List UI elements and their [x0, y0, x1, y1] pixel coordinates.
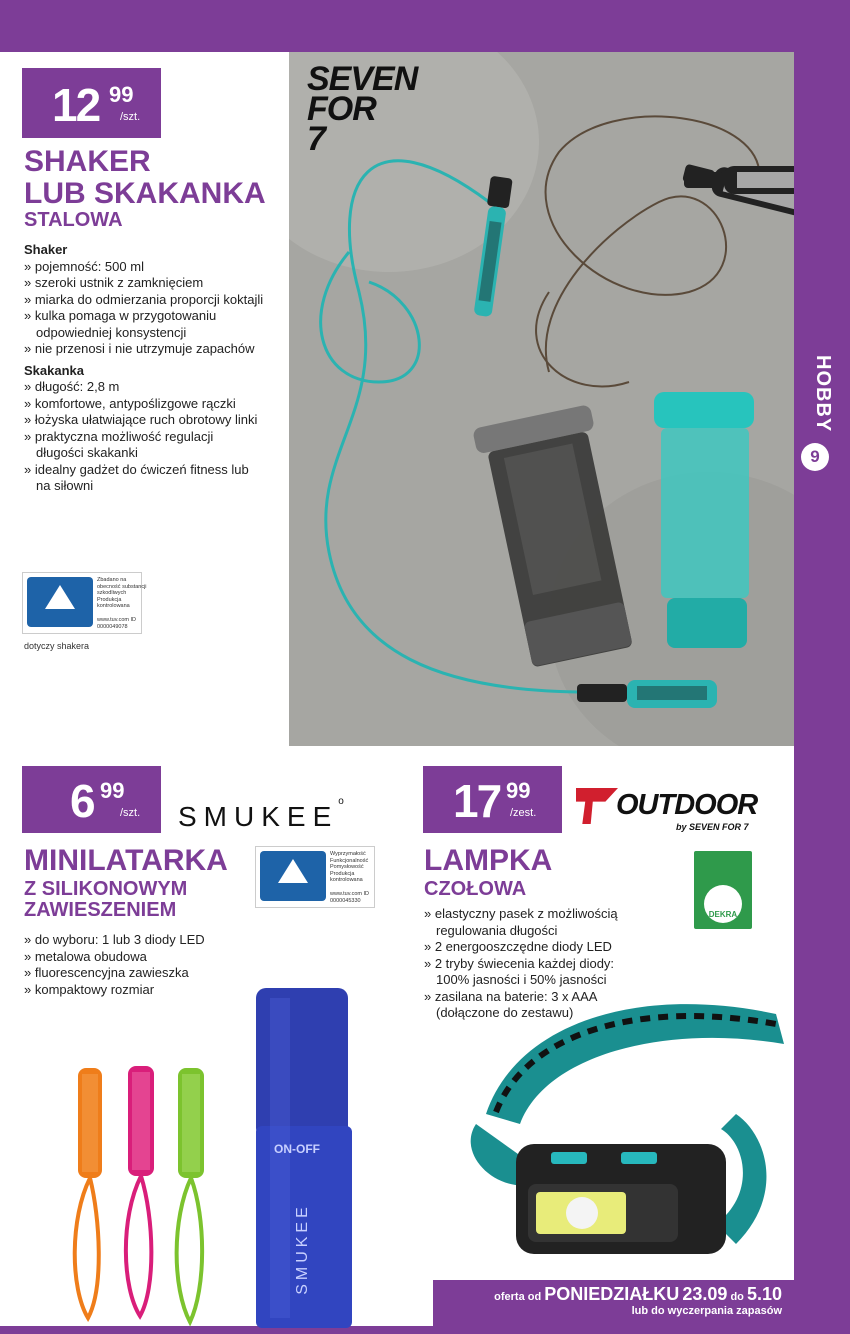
feature-item: » fluorescencyjna zawieszka: [24, 965, 264, 982]
title-line-2: Z SILIKONOWYM: [24, 877, 188, 900]
feature-item: » praktyczna możliwość regulacji długości skakanki: [24, 429, 264, 462]
feature-item: » 2 tryby świecenia każdej diody: 100% jasności i 50% jasności: [424, 956, 644, 989]
feature-item: » metalowa obudowa: [24, 949, 264, 966]
price-cents: 99: [109, 82, 134, 107]
title-line-2: CZOŁOWA: [424, 877, 527, 900]
tuv-shield-icon: [260, 851, 326, 901]
shaker-header: Shaker: [24, 242, 68, 257]
tuv-shield-icon: [27, 577, 93, 627]
flashlights-illustration: [60, 988, 390, 1328]
price-unit: /szt.: [120, 111, 141, 123]
top-purple-frame: [0, 0, 850, 52]
feature-item: » do wyboru: 1 lub 3 diody LED: [24, 932, 264, 949]
product-title-shaker: [24, 146, 266, 231]
feature-item: » kompaktowy rozmiar: [24, 982, 264, 999]
product-photo-shaker-rope: [289, 52, 794, 746]
title-line-1: MINILATARKA: [24, 844, 228, 877]
certificate-text: Zbadano na obecność substancji szkodliwych Produkcja kontrolowana: [97, 577, 147, 609]
title-line-1: SHAKER: [24, 145, 151, 178]
seven-for-7-logo: SEVEN FOR 7: [307, 60, 418, 158]
section-label: HOBBY: [812, 355, 834, 433]
product-title-lampka: [424, 845, 552, 900]
rope-header: Skakanka: [24, 362, 84, 378]
title-line-3: STALOWA: [24, 209, 123, 231]
price-unit: /szt.: [120, 807, 141, 819]
price-unit: /zest.: [510, 807, 537, 819]
outdoor-logo: OUTDOOR by SEVEN FOR 7: [576, 786, 776, 838]
steel-rope-loop: [536, 292, 629, 386]
offer-validity-banner: [433, 1280, 794, 1334]
section-tab[interactable]: [798, 355, 834, 485]
dekra-logo: DEKRA: [704, 885, 742, 923]
headlamp-body: [516, 1144, 726, 1254]
certificate-url: www.tuv.com ID 0000045330: [330, 891, 370, 904]
right-purple-frame: [794, 0, 850, 1334]
tuv-certificate: [255, 846, 375, 908]
teal-rope-handle: [471, 176, 512, 318]
tuv-certificate: [22, 572, 147, 634]
price-cents: 99: [506, 778, 531, 803]
price-main: 17: [453, 775, 501, 827]
teal-rope-handle-lower: [577, 680, 717, 708]
jump-ropes-and-shakers-illustration: [289, 52, 794, 746]
feature-item: » nie przenosi i nie utrzymuje zapachów: [24, 341, 264, 358]
price-tag-minilatarka: [22, 766, 161, 833]
feature-item: » komfortowe, antypoślizgowe rączki: [24, 396, 264, 413]
flashlight-brand-print: SMUKEE: [293, 1203, 311, 1295]
certificate-note: dotyczy shakera: [24, 641, 90, 651]
green-mini-flashlight: [177, 1068, 204, 1322]
teal-shaker: [654, 392, 754, 648]
outdoor-mark-icon: [576, 788, 618, 824]
pink-mini-flashlight: [126, 1066, 154, 1316]
steel-rope: [546, 116, 760, 372]
offer-dates: oferta od PONIEDZIAŁKU 23.09 do 5.10: [494, 1284, 782, 1304]
certificate-url: www.tuv.com ID 0000049078: [97, 617, 137, 630]
feature-item: » 2 energooszczędne diody LED: [424, 939, 644, 956]
headlamp-illustration: [436, 994, 796, 1274]
title-line-2: LUB SKAKANKA: [24, 176, 266, 210]
price-tag-lampka: [423, 766, 562, 833]
feature-item: » miarka do odmierzania proporcji koktajli: [24, 292, 264, 309]
price-tag-shaker: [22, 68, 161, 138]
grey-shaker: [472, 404, 641, 670]
feature-item: » zasilana na baterie: 3 x AAA (dołączone do zestawu): [424, 989, 644, 1022]
product-description-shaker: [24, 240, 264, 495]
title-line-1: LAMPKA: [424, 844, 553, 877]
smukee-logo: SMUKEE$^o$: [178, 795, 344, 832]
price-cents: 99: [100, 778, 125, 803]
flashlight-switch-label: ON-OFF: [274, 1142, 320, 1156]
feature-item: » szeroki ustnik z zamknięciem: [24, 275, 264, 292]
feature-item: » pojemność: 500 ml: [24, 259, 264, 276]
feature-item: » idealny gadżet do ćwiczeń fitness lub na siłowni: [24, 462, 264, 495]
dekra-certificate: [694, 851, 752, 929]
title-line-3: ZAWIESZENIEM: [24, 898, 177, 921]
price-main: 12: [52, 79, 100, 131]
price-main: 6: [70, 775, 94, 827]
feature-item: » elastyczny pasek z możliwością regulowania długości: [424, 906, 644, 939]
page-number-badge: 9: [801, 443, 829, 471]
feature-item: » łożyska ułatwiające ruch obrotowy linki: [24, 412, 264, 429]
feature-item: » kulka pomaga w przygotowaniu odpowiedniej konsystencji: [24, 308, 264, 341]
offer-note: lub do wyczerpania zapasów: [631, 1305, 782, 1317]
certificate-text: Wyprzymałość Funkcjonalność Pomysłowość Produkcja kontrolowana: [330, 851, 369, 883]
orange-mini-flashlight: [75, 1068, 102, 1318]
product-title-minilatarka: [24, 845, 228, 921]
teal-rope-loop: [321, 252, 420, 382]
feature-item: » długość: 2,8 m: [24, 379, 264, 396]
